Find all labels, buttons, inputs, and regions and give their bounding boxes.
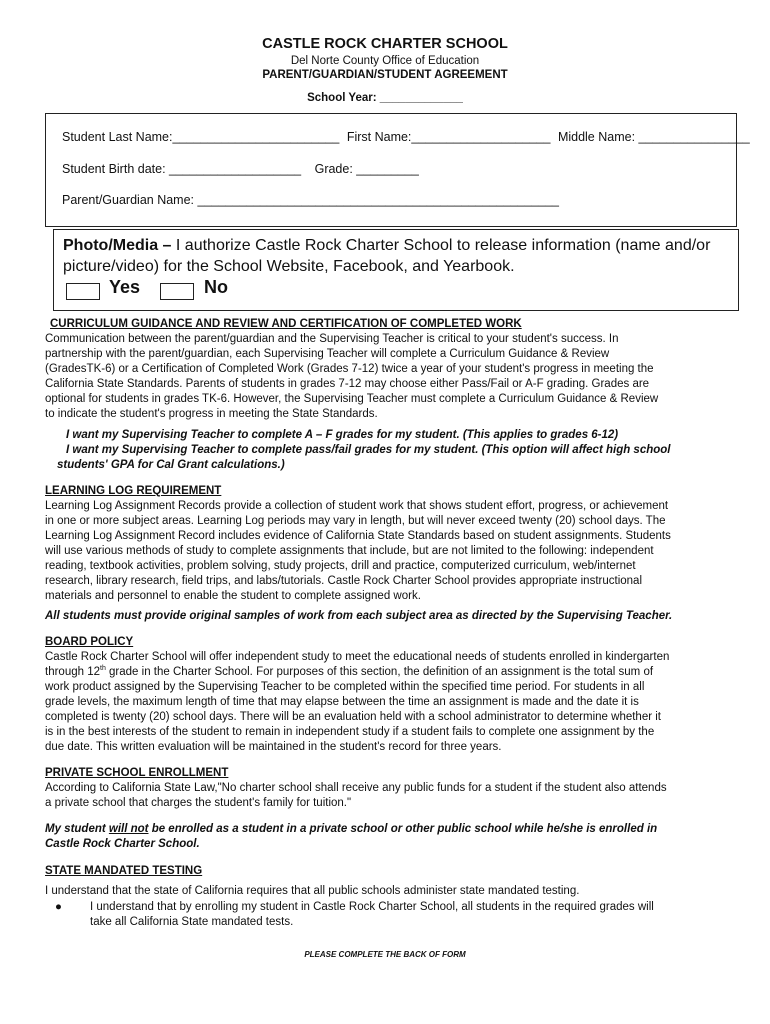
learning-log-paragraph [45,499,735,604]
school-name: CASTLE ROCK CHARTER SCHOOL [262,36,508,52]
office-name: Del Norte County Office of Education [290,55,480,67]
curriculum-line: (GradesTK-6) or a Certification of Completed Work (Grades 7-12) twice a year of your student's progress in meeting the [45,363,654,375]
yes-label: Yes [109,277,141,297]
private-school-statement [45,822,735,852]
private-school-line: According to California State Law,"No charter school shall receive any public funds for a student if the student also attends [45,782,667,794]
learning-log-line: Learning Log Assignment Records provide a collection of student work that shows student effort, progress, or achievement [45,500,669,512]
original-work-statement: All students must provide original samples of work from each subject area as directed by the Supervising Teacher. [45,610,673,622]
board-policy-paragraph [45,650,735,755]
board-policy-line-2 [45,665,735,680]
statement-text: be enrolled as a student in a private school or other public school while he/she is enrolled in [148,823,658,835]
birth-grade-row [62,162,419,176]
statement-text: My student [45,823,109,835]
photo-media-text: I authorize Castle Rock Charter School to release information (name and/or picture/video) for the School Website, Facebook, and Yearbook. [63,237,711,275]
ordinal-suffix: th [100,665,106,673]
learning-log-line: reading, textbook activities, problem solving, study projects, drill and practice, computerized curriculum, web/internet [45,560,636,572]
curriculum-line: optional for students in grades TK-6. However, the Supervising Teacher must complete a Curriculum Guidance & Review [45,393,659,405]
student-info-box [45,113,750,227]
birth-date-field[interactable]: Student Birth date: ___________________ [62,162,302,176]
board-policy-text: grade in the Charter School. For purposes of this section, the definition of an assignment is the total sum of [105,666,654,678]
learning-log-line: in one or more subject areas. Learning Log periods may vary in length, but will never exceed twenty (20) school days. The [45,515,666,527]
name-row [62,130,750,144]
photo-media-box [53,229,739,311]
testing-bullet-line: take all California State mandated tests. [90,916,294,928]
footer-note: PLEASE COMPLETE THE BACK OF FORM [304,950,466,959]
learning-log-line: research, library research, field trips, and labs/tutorials. Castle Rock Charter School provides appropriate instructional [45,575,642,587]
curriculum-section-title: CURRICULUM GUIDANCE AND REVIEW AND CERTIFICATION OF COMPLETED WORK [50,318,522,330]
grade-field[interactable]: Grade: _________ [314,162,419,176]
private-school-line: a private school that charges the student's family for tuition." [45,797,352,809]
yes-checkbox[interactable] [66,283,100,300]
private-school-statement-line: Castle Rock Charter School. [45,838,200,850]
grading-option-passfail[interactable]: I want my Supervising Teacher to complete pass/fail grades for my student. (This option will affect high school [66,444,671,456]
photo-media-consent [63,235,729,277]
learning-log-line: Learning Log Assignment Record includes evidence of California State Standards based on student assignments. Students [45,530,671,542]
last-name-field[interactable]: Student Last Name:________________________ [62,130,340,144]
board-policy-title: BOARD POLICY [45,636,134,648]
board-policy-text: through 12 [45,666,100,678]
learning-log-line: materials and personnel to enable the student to complete assigned work. [45,590,421,602]
form-title: PARENT/GUARDIAN/STUDENT AGREEMENT [262,69,508,81]
private-school-statement-line [45,822,735,837]
parent-name-field[interactable]: Parent/Guardian Name: ____________________________________________________ [62,193,559,207]
school-year-field[interactable]: School Year: _____________ [307,92,463,104]
grading-option-passfail-note: students' GPA for Cal Grant calculations.) [57,459,285,471]
no-checkbox[interactable] [160,283,194,300]
testing-bullet-text [90,900,745,930]
curriculum-line: partnership with the parent/guardian, each Supervising Teacher will complete a Curriculum Guidance & Review [45,348,610,360]
board-policy-line: due date. This written evaluation will be maintained in the student's record for three years. [45,741,502,753]
learning-log-title: LEARNING LOG REQUIREMENT [45,485,222,497]
board-policy-line: completed is twenty (20) school days. There will be an evaluation held with a school administrator to determine whether it [45,711,661,723]
board-policy-line: Castle Rock Charter School will offer independent study to meet the educational needs of students enrolled in kindergarten [45,651,670,663]
curriculum-paragraph [45,332,735,422]
will-not-emphasis: will not [108,823,149,835]
private-school-title: PRIVATE SCHOOL ENROLLMENT [45,767,229,779]
no-label: No [204,277,228,297]
board-policy-line: work product assigned by the Supervising Teacher to be completed within the specified time period. For students in all [45,681,645,693]
middle-name-field[interactable]: Middle Name: ________________ [557,130,750,144]
testing-line: I understand that the state of California requires that all public schools administer state mandated testing. [45,885,580,897]
learning-log-line: will use various methods of study to complete assignments that include, but are not limited to the following: independent [45,545,654,557]
testing-bullet [45,900,745,932]
curriculum-line: Communication between the parent/guardian and the Supervising Teacher is critical to your student's success. In [45,333,619,345]
private-school-paragraph [45,781,735,811]
photo-media-label: Photo/Media – [63,237,172,254]
bullet-icon: ● [55,901,62,913]
curriculum-line: California State Standards. Parents of students in grades 7-12 may choose either Pass/Fail or A-F grading. Grades are [45,378,650,390]
board-policy-line: grade levels, the maximum length of time that may elapse between the time an assignment is made and the date it is [45,696,639,708]
testing-bullet-line: I understand that by enrolling my student in Castle Rock Charter School, all students in the required grades will [90,901,654,913]
first-name-field[interactable]: First Name:____________________ [346,130,551,144]
curriculum-line: to indicate the student's progress in meeting the State Standards. [45,408,378,420]
testing-title: STATE MANDATED TESTING [45,865,203,877]
board-policy-line: is in the best interests of the student to remain in independent study if a student fails to complete one assignment by the [45,726,655,738]
grading-option-af[interactable]: I want my Supervising Teacher to complete A – F grades for my student. (This applies to grades 6-12) [66,429,619,441]
